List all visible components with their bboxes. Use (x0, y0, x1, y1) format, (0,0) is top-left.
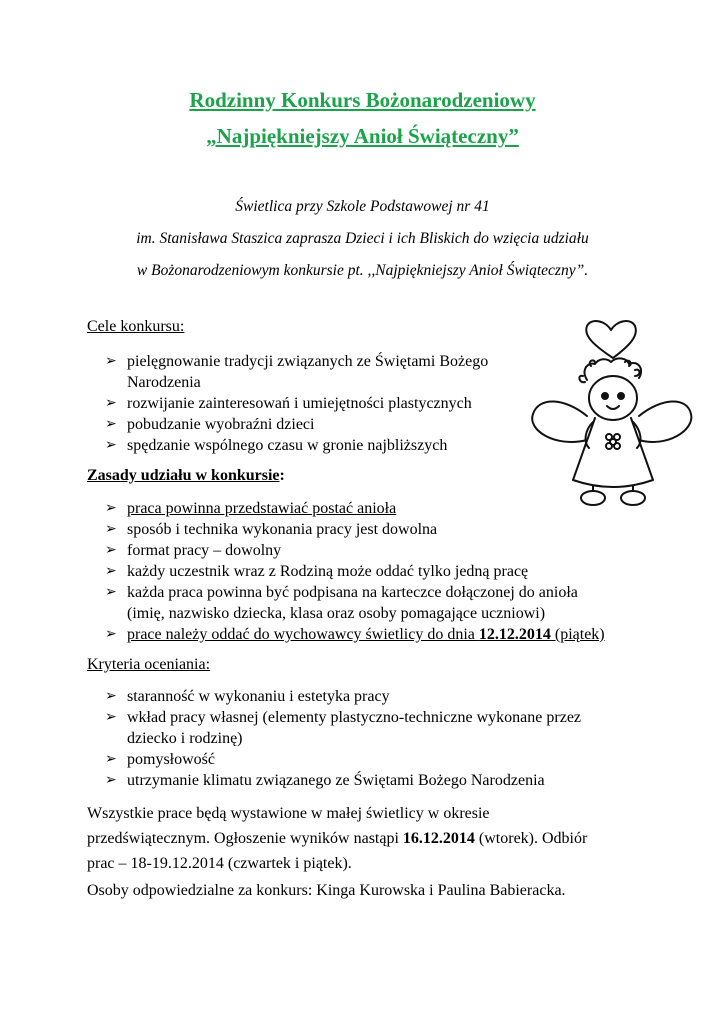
arrow-bullet-icon: ➢ (105, 354, 117, 369)
list-item: ➢ pobudzanie wyobraźni dzieci (105, 416, 315, 433)
list-item: ➢ utrzymanie klimatu związanego ze Świętami Bożego Narodzenia (105, 772, 545, 789)
arrow-bullet-icon: ➢ (105, 543, 117, 558)
goals-heading: Cele konkursu: (87, 318, 185, 335)
arrow-bullet-icon: ➢ (105, 396, 117, 411)
list-item: ➢ praca powinna przedstawiać postać anioła (105, 500, 397, 517)
right-wing-icon (639, 401, 691, 442)
criteria-list (87, 686, 581, 791)
arrow-bullet-icon: ➢ (105, 417, 117, 432)
left-wing-icon (532, 401, 587, 442)
rules-heading: Zasady udziału w konkursie: (87, 467, 285, 484)
arrow-bullet-icon: ➢ (105, 564, 117, 579)
list-item: (imię, nazwisko dziecka, klasa oraz osoby pomagające uczniowi) (127, 605, 546, 622)
dress-icon (573, 418, 653, 487)
arrow-bullet-icon: ➢ (105, 752, 117, 767)
arrow-bullet-icon: ➢ (105, 689, 117, 704)
list-item: ➢ prace należy oddać do wychowawcy świetlicy do dnia 12.12.2014 (piątek) (105, 626, 605, 643)
list-item: dziecko i rodzinę) (127, 730, 243, 747)
heart-halo-icon (586, 321, 636, 358)
angel-head-icon (589, 376, 637, 420)
arrow-bullet-icon: ➢ (105, 710, 117, 725)
list-item: ➢ każda praca powinna być podpisana na karteczce dołączonej do anioła (105, 584, 578, 601)
arrow-bullet-icon: ➢ (105, 627, 117, 642)
arrow-bullet-icon: ➢ (105, 522, 117, 537)
intro-line-1: Świetlica przy Szkole Podstawowej nr 41 (235, 198, 490, 215)
arrow-bullet-icon: ➢ (105, 438, 117, 453)
closing-paragraph: Wszystkie prace będą wystawione w małej świetlicy w okresie przedświątecznym. Ogłoszenie wyników nastąpi 16.12.2014 (wtorek). Odbiór prac – 18-19.12.2014 (czwartek i piątek). (87, 805, 588, 872)
list-item: Narodzenia (127, 374, 201, 391)
title-line-1: Rodzinny Konkurs Bożonarodzeniowy (189, 88, 536, 112)
arrow-bullet-icon: ➢ (105, 585, 117, 600)
rules-list (87, 498, 605, 645)
list-item: ➢ sposób i technika wykonania pracy jest dowolna (105, 521, 438, 538)
list-item: ➢ rozwijanie zainteresowań i umiejętności plastycznych (105, 395, 472, 412)
list-item: ➢ każdy uczestnik wraz z Rodziną może oddać tylko jedną pracę (105, 563, 529, 580)
list-item: ➢ format pracy – dowolny (105, 542, 282, 559)
intro-line-2: im. Stanisława Staszica zaprasza Dzieci i ich Bliskich do wzięcia udziału (136, 230, 589, 247)
arrow-bullet-icon: ➢ (105, 501, 117, 516)
list-item: ➢ spędzanie wspólnego czasu w gronie najbliższych (105, 437, 448, 454)
list-item: ➢ staranność w wykonaniu i estetyka pracy (105, 688, 390, 705)
angel-illustration (525, 318, 695, 513)
intro-line-3: w Bożonarodzeniowym konkursie pt. ,,Najpiękniejszy Anioł Świąteczny”. (136, 262, 589, 279)
list-item: ➢ pielęgnowanie tradycji związanych ze Świętami Bożego (105, 353, 489, 370)
criteria-heading: Kryteria oceniania: (87, 656, 211, 673)
goals-list (87, 351, 488, 456)
responsible-persons: Osoby odpowiedzialne za konkurs: Kinga Kurowska i Paulina Babieracka. (87, 882, 566, 899)
arrow-bullet-icon: ➢ (105, 773, 117, 788)
list-item: ➢ wkład pracy własnej (elementy plastyczno-techniczne wykonane przez (105, 709, 582, 726)
list-item: ➢ pomysłowość (105, 751, 215, 768)
shoe-icon (581, 491, 605, 505)
title-line-2: „Najpiękniejszy Anioł Świąteczny” (206, 124, 519, 148)
